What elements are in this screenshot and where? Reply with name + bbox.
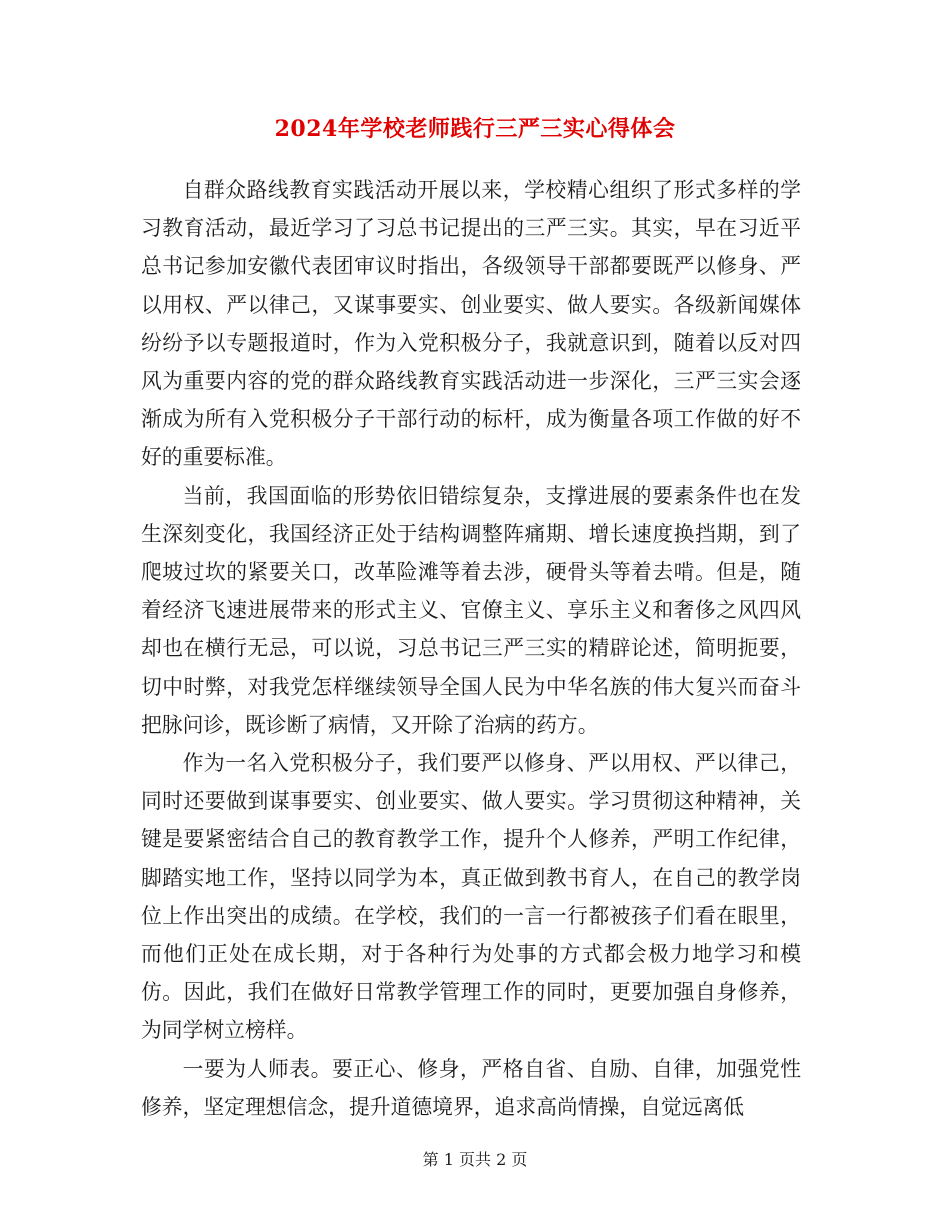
paragraph-4: 一要为人师表。要正心、修身，严格自省、自励、自律，加强党性修养，坚定理想信念，提升道德境界，追求高尚情操，自觉远离低 bbox=[141, 1056, 801, 1119]
document-body bbox=[141, 171, 801, 1126]
document-title: 2024年学校老师践行三严三实心得体会 bbox=[274, 116, 676, 142]
paragraph-3: 作为一名入党积极分子，我们要严以修身、严以用权、严以律己，同时还要做到谋事要实、创业要实、做人要实。学习贯彻这种精神，关键是要紧密结合自己的教育教学工作，提升个人修养，严明工作纪律，脚踏实地工作，坚持以同学为本，真正做到教书育人，在自己的教学岗位上作出突出的成绩。在学校，我们的一言一行都被孩子们看在眼里，而他们正处在成长期，对于各种行为处事的方式都会极力地学习和模仿。因此，我们在做好日常教学管理工作的同时，更要加强自身修养，为同学树立榜样。 bbox=[141, 751, 801, 1043]
paragraph-2: 当前，我国面临的形势依旧错综复杂，支撑进展的要素条件也在发生深刻变化，我国经济正处于结构调整阵痛期、增长速度换挡期，到了爬坡过坎的紧要关口，改革险滩等着去涉，硬骨头等着去啃。但是，随着经济飞速进展带来的形式主义、官僚主义、享乐主义和奢侈之风四风却也在横行无忌，可以说，习总书记三严三实的精辟论述，简明扼要，切中时弊，对我党怎样继续领导全国人民为中华名族的伟大复兴而奋斗把脉问诊，既诊断了病情，又开除了治病的药方。 bbox=[141, 483, 801, 737]
paragraph-1: 自群众路线教育实践活动开展以来，学校精心组织了形式多样的学习教育活动，最近学习了习总书记提出的三严三实。其实，早在习近平总书记参加安徽代表团审议时指出，各级领导干部都要既严以修身、严以用权、严以律己，又谋事要实、创业要实、做人要实。各级新闻媒体纷纷予以专题报道时，作为入党积极分子，我就意识到，随着以反对四风为重要内容的党的群众路线教育实践活动进一步深化，三严三实会逐渐成为所有入党积极分子干部行动的标杆，成为衡量各项工作做的好不好的重要标准。 bbox=[141, 178, 801, 470]
page-footer: 第 1 页共 2 页 bbox=[422, 1150, 528, 1169]
